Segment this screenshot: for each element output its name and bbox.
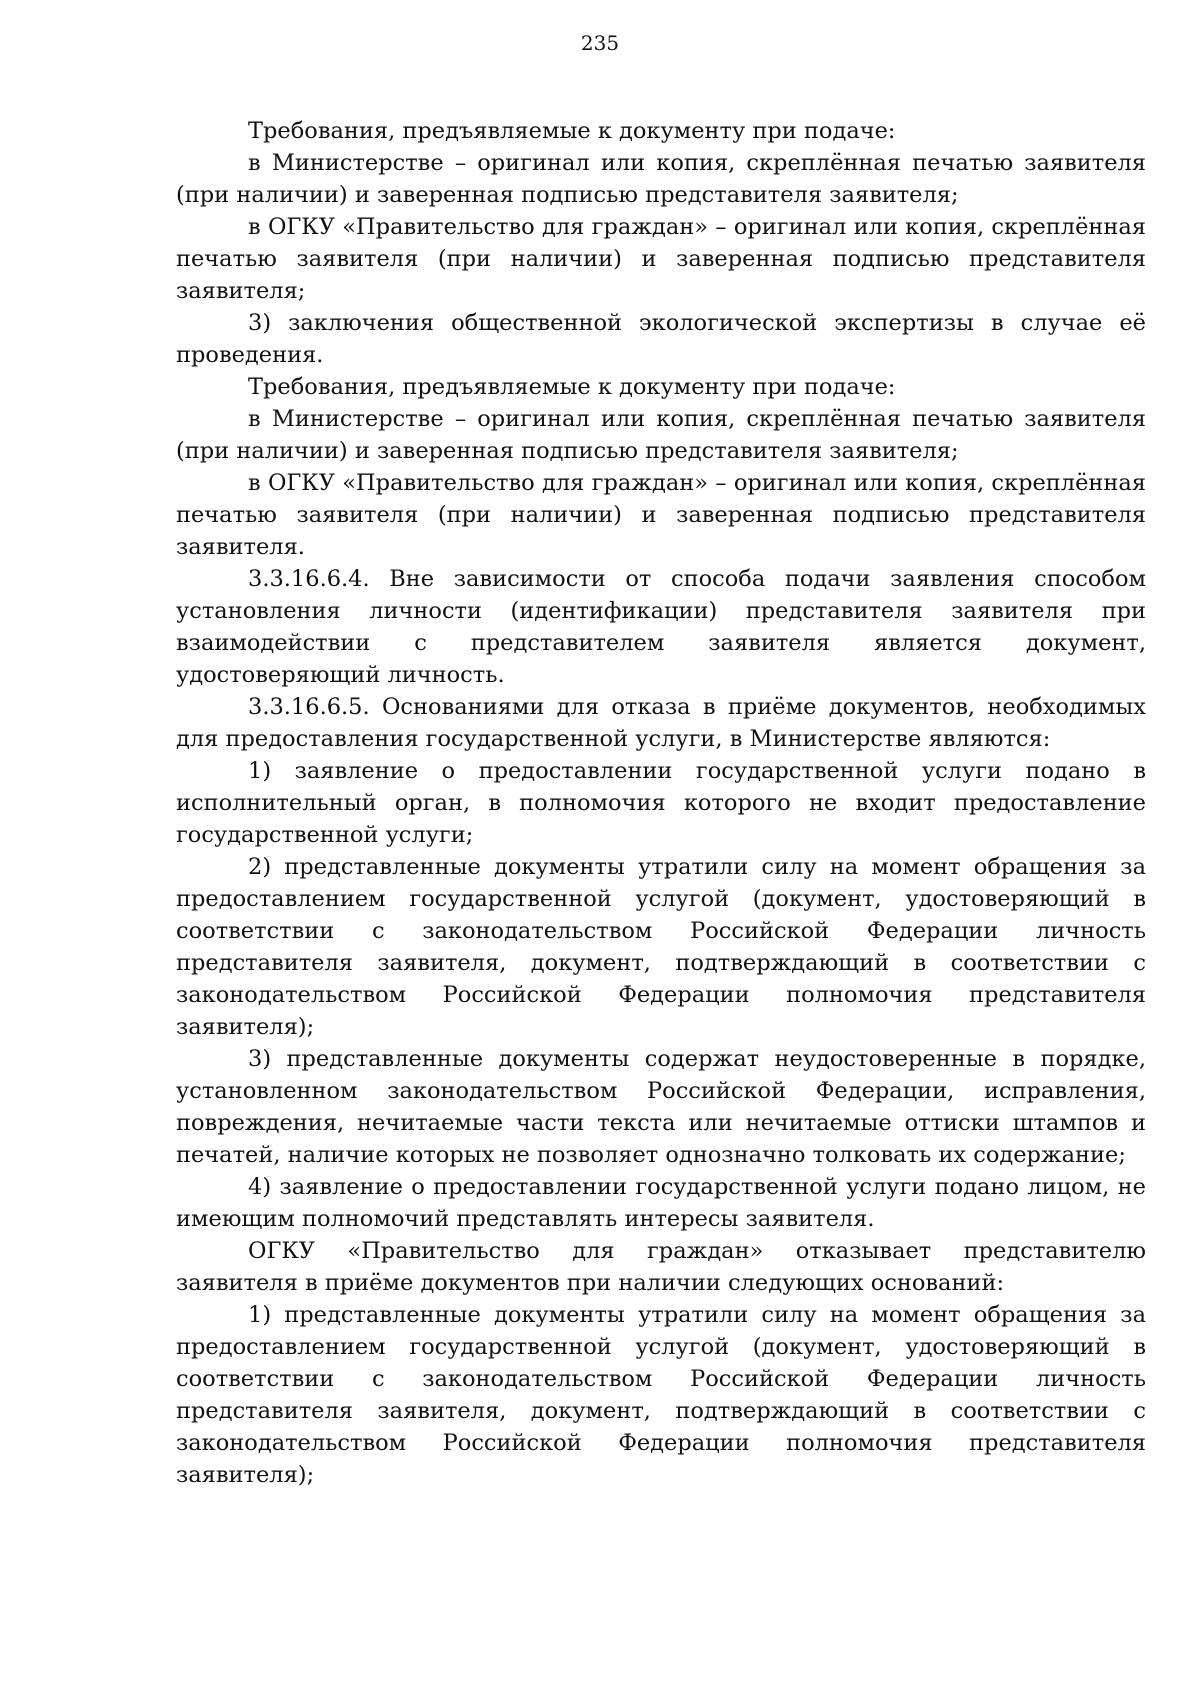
document-body xyxy=(176,115,1146,1491)
paragraph-3-3-16-6-5: 3.3.16.6.5. Основаниями для отказа в приёме документов, необходимых для предоставления государственной услуги, в Министерстве являются: xyxy=(176,694,1146,752)
list-item-ogku-refusal-1: 1) представленные документы утратили силу на момент обращения за предоставлением государственной услугой (документ, удостоверяющий в соответствии с законодательством Российской Федерации личность представителя заявителя, документ, подтверждающий в соответствии с законодательством Российской Федерации полномочия представителя заявителя); xyxy=(176,1302,1146,1488)
list-item-refusal-4: 4) заявление о предоставлении государственной услуги подано лицом, не имеющим полномочий представлять интересы заявителя. xyxy=(176,1174,1146,1232)
paragraph-ministry-requirement-2: в Министерстве – оригинал или копия, скреплённая печатью заявителя (при наличии) и заверенная подписью представителя заявителя; xyxy=(176,406,1146,464)
paragraph-ogku-refusal: ОГКУ «Правительство для граждан» отказывает представителю заявителя в приёме документов при наличии следующих оснований: xyxy=(176,1238,1146,1296)
paragraph-requirements-heading-2: Требования, предъявляемые к документу при подаче: xyxy=(248,374,896,400)
paragraph-ecological-expertise: 3) заключения общественной экологической экспертизы в случае её проведения. xyxy=(176,310,1146,368)
paragraph-ministry-requirement: в Министерстве – оригинал или копия, скреплённая печатью заявителя (при наличии) и заверенная подписью представителя заявителя; xyxy=(176,150,1146,208)
paragraph-3-3-16-6-4: 3.3.16.6.4. Вне зависимости от способа подачи заявления способом установления личности (идентификации) представителя заявителя при взаимодействии с представителем заявителя является документ, удостоверяющий личность. xyxy=(176,566,1146,688)
list-item-refusal-2: 2) представленные документы утратили силу на момент обращения за предоставлением государственной услугой (документ, удостоверяющий в соответствии с законодательством Российской Федерации личность представителя заявителя, документ, подтверждающий в соответствии с законодательством Российской Федерации полномочия представителя заявителя); xyxy=(176,854,1146,1040)
page-number: 235 xyxy=(580,31,620,55)
list-item-refusal-1: 1) заявление о предоставлении государственной услуги подано в исполнительный орган, в полномочия которого не входит предоставление государственной услуги; xyxy=(176,758,1146,848)
paragraph-ogku-requirement-2: в ОГКУ «Правительство для граждан» – оригинал или копия, скреплённая печатью заявителя (при наличии) и заверенная подписью представителя заявителя. xyxy=(176,470,1146,560)
list-item-refusal-3: 3) представленные документы содержат неудостоверенные в порядке, установленном законодательством Российской Федерации, исправления, повреждения, нечитаемые части текста или нечитаемые оттиски штампов и печатей, наличие которых не позволяет однозначно толковать их содержание; xyxy=(176,1046,1146,1168)
paragraph-ogku-requirement: в ОГКУ «Правительство для граждан» – оригинал или копия, скреплённая печатью заявителя (при наличии) и заверенная подписью представителя заявителя; xyxy=(176,214,1146,304)
paragraph-requirements-heading: Требования, предъявляемые к документу при подаче: xyxy=(248,118,896,144)
